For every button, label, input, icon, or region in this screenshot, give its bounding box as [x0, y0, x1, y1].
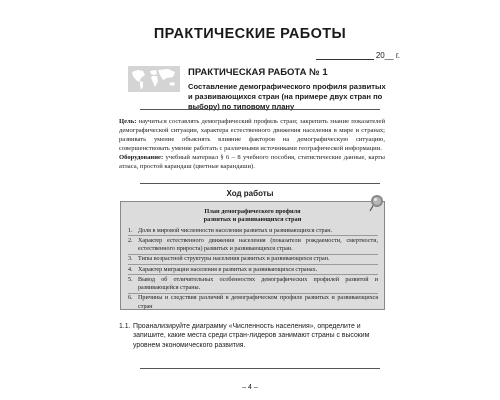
goal-block: [119, 117, 385, 171]
divider: [140, 109, 380, 110]
date-line: [316, 51, 400, 60]
date-blank: [316, 51, 374, 60]
plan-heading: [121, 208, 384, 224]
plan-heading-line2: развитых и развивающихся стран: [203, 216, 302, 224]
plan-item-text: Характер естественного движения населения (показатели рождаемости, смертности, естественного прироста) развитых и развивающихся стран.: [138, 237, 378, 253]
plan-box: [120, 201, 385, 310]
plan-item: [128, 236, 378, 255]
plan-item-text: Вывод об отличительных особенностях демографических профилей развитой и развивающейся страны.: [138, 276, 378, 292]
divider: [140, 368, 380, 369]
plan-item-number: 6.: [128, 295, 133, 302]
plan-item: [128, 226, 378, 236]
goal-text: научиться составлять демографический профиль стран; закрепить знание показателей демографической ситуации, характера естественного движения населения в мире и странах; развивать умение объяснять влияние факторов на демографическую ситуацию, совершенствовать умение работать с различными источниками географической информации.: [119, 118, 385, 153]
divider: [140, 183, 380, 184]
plan-item: [128, 294, 378, 312]
equipment-text: учебный материал § 6 – 8 учебного пособия, статистические данные, карты атласа, простой карандаш (цветные карандаши).: [119, 154, 385, 171]
equipment-label: Оборудование:: [119, 154, 164, 162]
task-number: 1.1.: [119, 323, 131, 330]
progress-heading: Ход работы: [226, 189, 274, 198]
plan-item-number: 2.: [128, 237, 133, 244]
work-title: Составление демографического профиля развитых и развивающихся стран (на примере двух стран по выбору) по типовому плану: [188, 82, 386, 112]
plan-item-number: 1.: [128, 227, 133, 234]
task-item: [119, 322, 385, 350]
page-title: ПРАКТИЧЕСКИЕ РАБОТЫ: [153, 26, 347, 42]
plan-item-text: Доля в мировой численности населения развитых и развивающихся стран.: [138, 227, 333, 234]
task-text: Проанализируйте диаграмму «Численность населения», определите и запишите, какие места среди стран-лидеров занимают страны с высоким уровнем экономического развития.: [133, 323, 370, 349]
goal-label: Цель:: [119, 118, 137, 125]
plan-list: [128, 226, 378, 312]
date-suffix: 20__ г.: [375, 51, 400, 60]
page-number: – 4 –: [242, 384, 258, 391]
plan-item-text: Причины и следствия различий в демографическом профиле развитых и развивающихся стран: [138, 295, 378, 310]
plan-item-number: 3.: [128, 256, 133, 263]
plan-item-number: 4.: [128, 266, 133, 273]
plan-item-text: Типы возрастной структуры населения развитых и развивающихся стран.: [138, 256, 330, 263]
pushpin-icon: [368, 194, 384, 212]
plan-item-number: 5.: [128, 276, 133, 283]
plan-item-text: Характер миграции населения в развитых и развивающихся странах.: [138, 266, 318, 273]
plan-item: [128, 275, 378, 294]
work-number: ПРАКТИЧЕСКАЯ РАБОТА № 1: [188, 67, 328, 78]
plan-item: [128, 265, 378, 275]
plan-heading-line1: План демографического профиля: [204, 208, 301, 215]
plan-item: [128, 255, 378, 265]
world-map-icon: [128, 66, 180, 92]
